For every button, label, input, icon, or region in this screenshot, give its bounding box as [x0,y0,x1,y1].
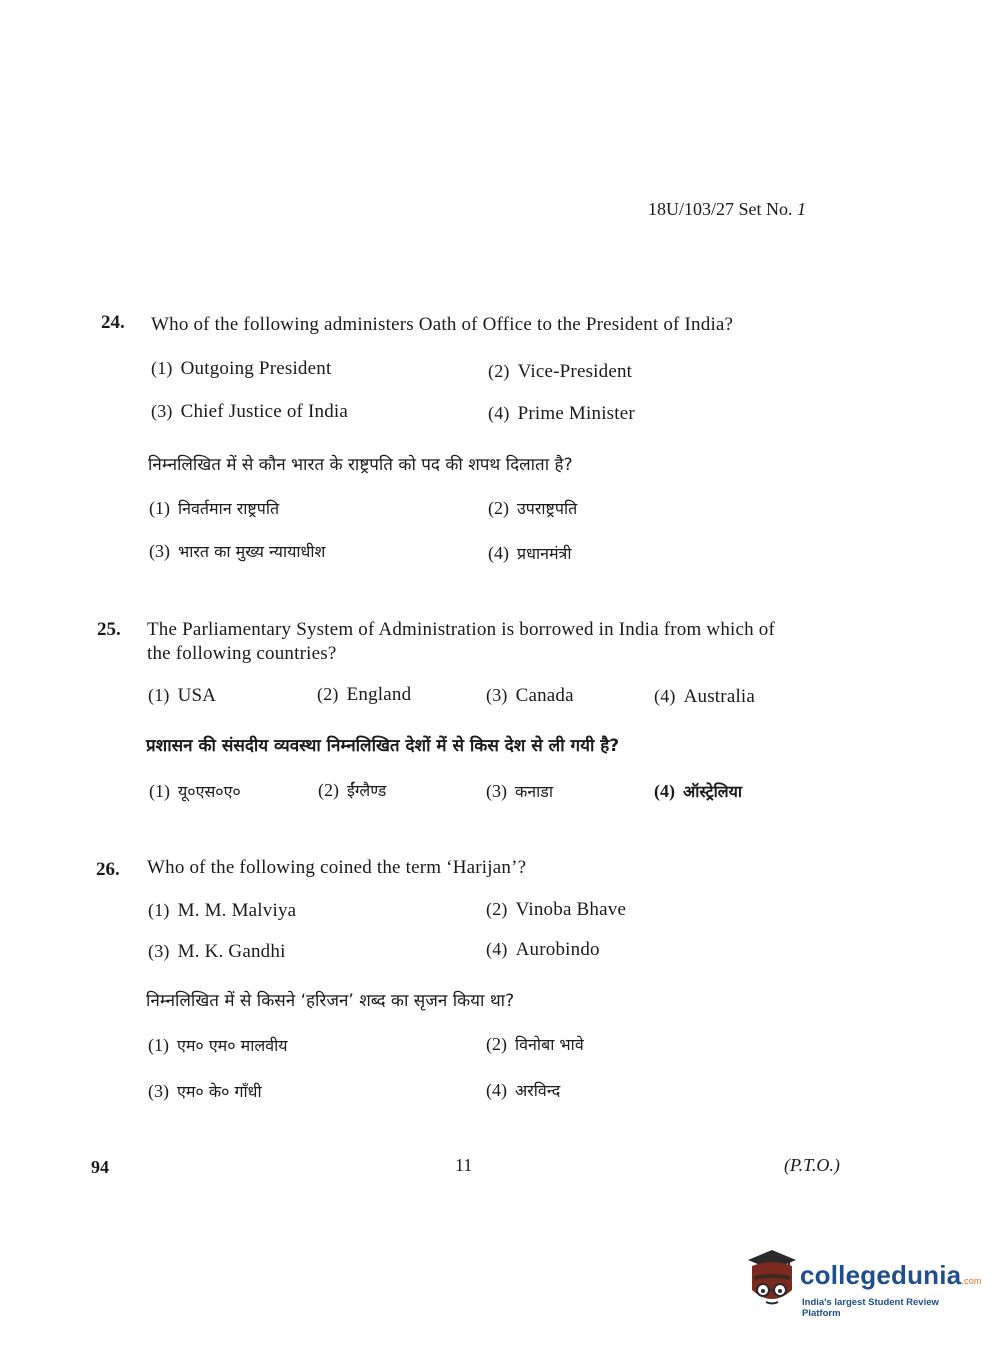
question-text-hi: निम्नलिखित में से कौन भारत के राष्ट्रपति को पद की शपथ दिलाता है? [148,455,573,475]
question-text-hi: प्रशासन की संसदीय व्यवस्था निम्नलिखित देशों में से किस देश से ली गयी है? [146,736,620,756]
option-hi: (1) यू०एस०ए० [149,781,241,801]
option-en: (2) Vinoba Bhave [486,899,627,920]
page-number: 11 [455,1155,473,1175]
option-en: (2) Vice-President [488,361,633,382]
option-hi: (2) ईंग्लैण्ड [318,780,387,800]
logo-wordmark: collegedunia.com [800,1260,982,1290]
option-hi: (4) अरविन्द [486,1080,561,1100]
paper-code: 18U/103/27 Set No. [648,199,793,219]
question-text-en: Who of the following administers Oath of Office to the President of India? [151,314,734,335]
set-number: 1 [797,199,807,219]
option-hi: (4) प्रधानमंत्री [488,543,572,563]
question-text-en: Who of the following coined the term ‘Harijan’? [147,857,527,878]
option-hi: (3) भारत का मुख्य न्यायाधीश [149,541,326,561]
set-number-header [648,199,806,220]
question-text-en-line1: The Parliamentary System of Administration is borrowed in India from which of [147,619,776,640]
option-en: (1) M. M. Malviya [148,900,297,921]
option-hi: (3) एम० के० गाँधी [148,1081,262,1101]
option-en: (1) Outgoing President [151,358,332,379]
option-en: (4) Prime Minister [488,403,635,424]
option-hi: (2) विनोबा भावे [486,1034,584,1054]
mascot-icon [742,1250,798,1316]
logo-tagline: India's largest Student Review Platform [802,1297,939,1319]
option-hi: (4) ऑस्ट्रेलिया [654,781,743,801]
footer-left: 94 [91,1157,109,1177]
option-hi: (1) एम० एम० मालवीय [148,1035,288,1055]
question-number: 25. [97,619,121,640]
option-en: (3) Chief Justice of India [151,401,349,422]
option-en: (3) Canada [486,685,574,706]
question-number: 26. [96,859,120,880]
option-en: (4) Aurobindo [486,939,600,960]
option-en: (4) Australia [654,686,756,707]
question-number: 24. [101,312,125,333]
option-hi: (1) निवर्तमान राष्ट्रपति [149,498,280,518]
option-en: (1) USA [148,685,217,706]
option-hi: (3) कनाडा [486,781,554,801]
question-text-hi: निम्नलिखित में से किसने ‘हरिजन’ शब्द का सृजन किया था? [146,991,515,1011]
collegedunia-logo[interactable] [742,1250,982,1320]
question-text-en-line2: the following countries? [147,643,337,664]
footer-pto: (P.T.O.) [784,1155,840,1175]
option-en: (2) England [317,684,412,705]
option-en: (3) M. K. Gandhi [148,941,286,962]
option-hi: (2) उपराष्ट्रपति [488,498,578,518]
